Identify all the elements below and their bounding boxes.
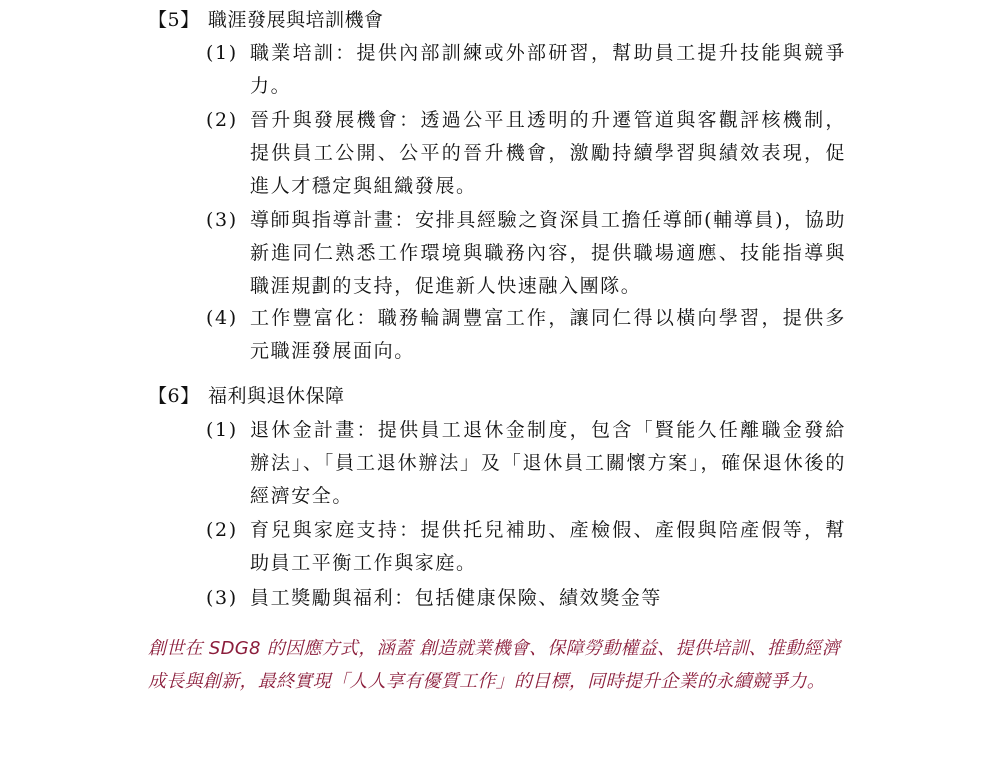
section-6-item-1: [206, 414, 846, 513]
section-5-number: 【5】: [148, 9, 200, 31]
item-text: 工作豐富化：職務輪調豐富工作，讓同仁得以橫向學習，提供多元職涯發展面向。: [250, 307, 846, 362]
section-5-item-3: [206, 204, 846, 303]
section-5-item-4: [206, 302, 846, 368]
item-marker: (1): [206, 42, 238, 64]
item-marker: (4): [206, 307, 238, 329]
item-marker: (1): [206, 419, 238, 441]
section-6-title: 福利與退休保障: [208, 385, 345, 407]
item-text: 退休金計畫：提供員工退休金制度，包含「賢能久任離職金發給辦法」、「員工退休辦法」及「退休員工關懷方案」，確保退休後的經濟安全。: [250, 419, 846, 507]
item-marker: (3): [206, 587, 238, 609]
item-text: 員工獎勵與福利：包括健康保險、績效獎金等: [250, 587, 663, 609]
sdg8-closing-statement: 創世在 SDG8 的因應方式，涵蓋 創造就業機會、保障勞動權益、提供培訓、推動經濟成長與創新，最終實現「人人享有優質工作」的目標，同時提升企業的永續競爭力。: [148, 638, 841, 692]
item-text: 導師與指導計畫：安排具經驗之資深員工擔任導師(輔導員)，協助新進同仁熟悉工作環境與職務內容，提供職場適應、技能指導與職涯規劃的支持，促進新人快速融入團隊。: [250, 209, 846, 297]
item-text: 育兒與家庭支持：提供托兒補助、產檢假、產假與陪產假等，幫助員工平衡工作與家庭。: [250, 519, 846, 574]
section-6-item-2: [206, 514, 846, 580]
item-text: 晉升與發展機會：透過公平且透明的升遷管道與客觀評核機制，提供員工公開、公平的晉升機會，激勵持續學習與績效表現，促進人才穩定與組織發展。: [250, 109, 846, 197]
section-5-item-2: [206, 104, 846, 203]
section-5-heading: [148, 8, 384, 32]
section-6-heading: [148, 384, 345, 408]
item-marker: (2): [206, 109, 238, 131]
item-marker: (3): [206, 209, 238, 231]
item-marker: (2): [206, 519, 238, 541]
section-5-item-1: [206, 37, 846, 103]
section-6-item-3: [206, 582, 846, 615]
item-text: 職業培訓：提供內部訓練或外部研習，幫助員工提升技能與競爭力。: [250, 42, 846, 97]
section-6-number: 【6】: [148, 385, 200, 407]
section-5-title: 職涯發展與培訓機會: [208, 9, 384, 31]
